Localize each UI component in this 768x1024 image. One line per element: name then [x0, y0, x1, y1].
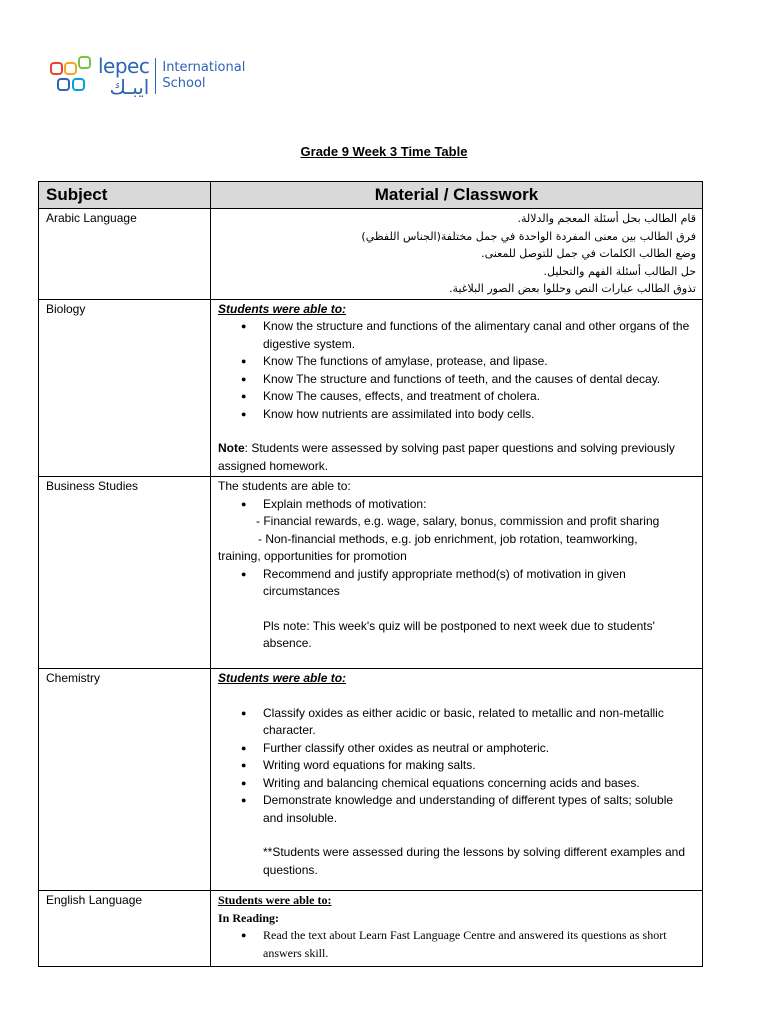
list-item: ● Writing and balancing chemical equations concerning acids and bases. — [263, 775, 696, 793]
timetable — [38, 181, 703, 967]
list-item: ● Further classify other oxides as neutral or amphoteric. — [263, 740, 696, 758]
biology-note — [218, 440, 696, 475]
arabic-line: تذوق الطالب عبارات النص وحللوا بعض الصور البلاغية. — [449, 282, 696, 295]
business-sub-2-cont: training, opportunities for promotion — [218, 549, 407, 563]
english-list — [218, 927, 696, 962]
material-biology — [211, 299, 703, 477]
chemistry-intro: Students were able to: — [218, 671, 347, 685]
list-item: ● Writing word equations for making salts. — [263, 757, 696, 775]
table-header-row — [39, 182, 703, 209]
list-item: ● Read the text about Learn Fast Language Centre and answered its questions as short answers skill. — [263, 927, 696, 962]
chemistry-list — [218, 705, 696, 828]
list-item: ● Demonstrate knowledge and understanding of different types of salts; soluble and insoluble. — [263, 792, 696, 827]
business-note: Pls note: This week's quiz will be postponed to next week due to students' absence. — [263, 618, 655, 650]
page-title: Grade 9 Week 3 Time Table — [300, 144, 468, 159]
subject-business: Business Studies — [39, 477, 211, 669]
arabic-line: وضع الطالب الكلمات في جمل للتوصل للمعنى. — [481, 247, 696, 260]
logo-text-en: lepec — [98, 53, 150, 78]
note-text: : Students were assessed by solving past paper questions and solving previously assigned homework. — [218, 441, 675, 473]
business-list-1 — [218, 496, 696, 514]
table-row — [39, 891, 703, 967]
business-intro: The students are able to: — [218, 479, 351, 493]
business-sub-1: - Financial rewards, e.g. wage, salary, bonus, commission and profit sharing — [256, 514, 660, 528]
subject-arabic: Arabic Language — [39, 209, 211, 300]
logo-squares-icon — [50, 54, 94, 98]
logo-school-text — [162, 60, 245, 93]
english-reading: In Reading: — [218, 910, 280, 925]
list-item: ● Know the structure and functions of the alimentary canal and other organs of the digestive system. — [263, 318, 696, 353]
list-item: ● Know The causes, effects, and treatment of cholera. — [263, 388, 696, 406]
english-intro: Students were able to: — [218, 893, 332, 907]
biology-list — [218, 318, 696, 423]
arabic-line: حل الطالب أسئلة الفهم والتحليل. — [543, 264, 696, 278]
table-row — [39, 299, 703, 477]
logo-school-line-2: School — [162, 76, 206, 91]
list-item: ● Know The functions of amylase, protease, and lipase. — [263, 353, 696, 371]
note-label: Note — [218, 441, 245, 455]
business-list-2 — [218, 566, 696, 601]
list-item: ● Explain methods of motivation: — [263, 496, 696, 514]
list-item: ● Know how nutrients are assimilated into body cells. — [263, 406, 696, 424]
table-row — [39, 477, 703, 669]
arabic-line: فرق الطالب بين معنى المفردة الواحدة في جمل مختلفة(الجناس اللفظي) — [361, 229, 696, 243]
header-subject: Subject — [39, 182, 211, 209]
list-item: ● Recommend and justify appropriate method(s) of motivation in given circumstances — [263, 566, 696, 601]
logo-text-ar: ايبـك — [109, 74, 150, 99]
list-item: ● Classify oxides as either acidic or basic, related to metallic and non-metallic character. — [263, 705, 696, 740]
material-business — [211, 477, 703, 669]
chemistry-note: **Students were assessed during the lessons by solving different examples and questions. — [263, 845, 686, 877]
logo-school-line-1: International — [162, 59, 246, 75]
subject-english: English Language — [39, 891, 211, 967]
material-arabic — [211, 209, 703, 300]
material-english — [211, 891, 703, 967]
biology-intro: Students were able to: — [218, 301, 347, 316]
table-row — [39, 669, 703, 891]
list-item: ● Know The structure and functions of teeth, and the causes of dental decay. — [263, 371, 696, 389]
table-row — [39, 209, 703, 300]
arabic-line: قام الطالب بحل أسئلة المعجم والدلالة. — [517, 212, 696, 225]
header-material: Material / Classwork — [211, 182, 703, 209]
school-logo — [50, 52, 245, 100]
logo-wordmark — [98, 53, 150, 99]
material-chemistry — [211, 669, 703, 891]
logo-divider — [155, 58, 156, 94]
business-sub-2: - Non-financial methods, e.g. job enrichment, job rotation, teamworking, — [258, 531, 638, 546]
subject-biology: Biology — [39, 299, 211, 477]
subject-chemistry: Chemistry — [39, 669, 211, 891]
